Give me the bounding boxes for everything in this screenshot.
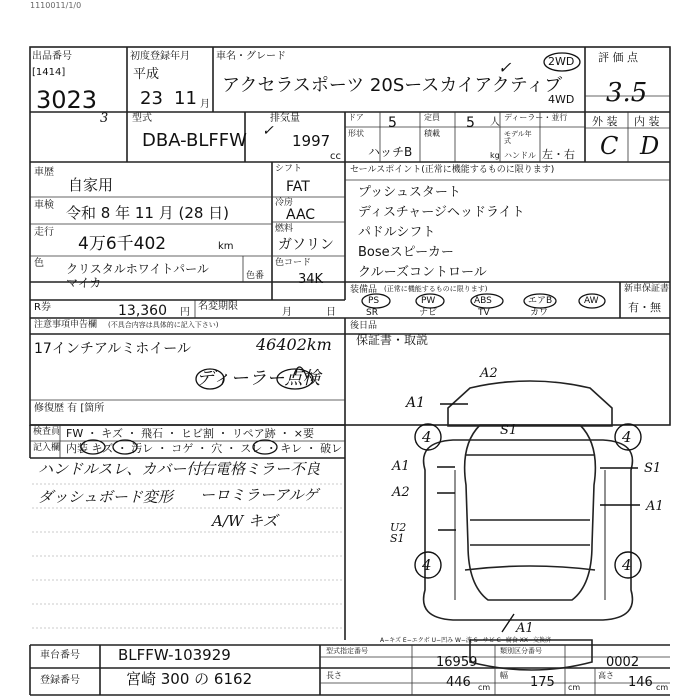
equipment-code-3: ABS xyxy=(474,296,492,306)
equipment-note: (正常に機能するものに限ります) xyxy=(384,285,488,293)
equipment-code-5: AW xyxy=(584,296,599,306)
doors-label: ドア xyxy=(348,113,364,122)
model-tick: ✓ xyxy=(262,123,274,139)
mileage-value: 4万6千402 xyxy=(78,234,167,254)
new-warranty-value: 有・無 xyxy=(628,301,661,314)
attachments-label: 後日品 xyxy=(350,321,378,331)
use-label: 車歴 xyxy=(34,167,54,178)
handle-label: ハンドル xyxy=(504,151,536,160)
mark-a2-left: A2 xyxy=(392,485,410,500)
load-label: 積載 xyxy=(424,129,440,138)
notes-km: 46402km xyxy=(256,335,332,354)
mileage-label: 走行 xyxy=(34,227,54,238)
aircon-label: 冷房 xyxy=(275,198,294,208)
sales-point-2: ディスチャージヘッドライト xyxy=(358,205,525,220)
displacement-value: 1997 xyxy=(292,132,331,150)
load-unit: kg xyxy=(490,151,500,160)
attachments-value: 保証書・取説 xyxy=(356,333,429,347)
mark-u2s1: U2 S1 xyxy=(390,521,407,545)
first-reg-year: 23 xyxy=(140,88,163,109)
mark-a1-left: A1 xyxy=(392,459,410,474)
hand-left-2: ダッシュボード変形 xyxy=(38,488,173,506)
notes-repair: 修復歴 有 [箇所 xyxy=(34,403,105,414)
category-number-label: 類別区分番号 xyxy=(500,647,542,655)
equipment-name-2: ナビ xyxy=(419,308,438,318)
inspection-label: 車検 xyxy=(34,200,54,211)
recycle-value: 13,360 xyxy=(118,303,167,319)
body-type-value: ハッチB xyxy=(368,145,413,159)
mark-s1-front: S1 xyxy=(500,423,518,438)
first-reg-era: 平成 xyxy=(133,67,160,82)
lot-number: 3023 xyxy=(36,86,98,114)
inspector-row-1: FW ・ キズ ・ 飛石 ・ ヒビ割 ・ リペア跡 ・ ×要 xyxy=(66,427,314,440)
tire-rl: 4 xyxy=(422,556,432,574)
mileage-unit: km xyxy=(218,241,234,252)
equipment-code-1: PS xyxy=(368,296,380,306)
hand-right-3: A/W キズ xyxy=(212,512,278,530)
handle-value: 左・右 xyxy=(542,148,575,161)
chassis-label: 車台番号 xyxy=(40,650,80,661)
body-type-label: 形状 xyxy=(348,129,364,138)
lot-mark: 3 xyxy=(100,111,109,126)
new-warranty-label: 新車保証書 xyxy=(624,284,670,294)
chassis-value: BLFFW-103929 xyxy=(118,646,231,664)
grade-label: 評 価 点 xyxy=(598,51,638,64)
grade-ext-label: 外 装 xyxy=(592,115,618,128)
sales-points-title: セールスポイント(正常に機能するものに限ります) xyxy=(350,165,555,175)
height-label: 高さ xyxy=(598,671,614,680)
dealer-label: ディーラー・並行 xyxy=(504,113,568,122)
sales-point-4: Boseスピーカー xyxy=(358,245,454,260)
name-change-day: 日 xyxy=(326,307,336,318)
width-value: 175 xyxy=(530,675,555,690)
hand-left-1: ハンドルスレ、カバー付 xyxy=(38,460,202,478)
tire-fr: 4 xyxy=(622,428,632,446)
equipment-name-1: SR xyxy=(366,308,378,318)
grade-score: 3.5 xyxy=(606,78,648,108)
name-change-month: 月 xyxy=(282,307,292,318)
mark-a2-top: A2 xyxy=(480,366,498,381)
type-number-label: 型式指定番号 xyxy=(326,647,368,655)
lot-code: [1414] xyxy=(32,67,66,78)
equipment-name-3: TV xyxy=(478,308,490,318)
recycle-unit: 円 xyxy=(180,307,190,318)
registration-label: 登録番号 xyxy=(40,675,80,686)
registration-value: 宮崎 300 の 6162 xyxy=(126,670,253,688)
mark-a1-right: A1 xyxy=(646,499,664,514)
inspector-label-2: 記入欄 xyxy=(33,443,61,453)
height-value: 146 xyxy=(628,675,653,690)
first-reg-month-unit: 月 xyxy=(200,99,210,110)
sales-point-3: パドルシフト xyxy=(358,225,436,240)
color-label: 色 xyxy=(34,258,44,269)
displacement-label: 排気量 xyxy=(270,113,300,124)
inspector-label-1: 検査員 xyxy=(33,427,61,437)
mark-s1-right: S1 xyxy=(644,461,662,476)
width-unit: cm xyxy=(568,683,581,692)
doors-value: 5 xyxy=(388,115,397,131)
header-strip: 1110011/1/0 xyxy=(30,1,82,10)
color-line1: クリスタルホワイトパール xyxy=(66,262,209,276)
vehicle-tick: ✓ xyxy=(498,58,512,77)
length-unit: cm xyxy=(478,683,491,692)
length-label: 長さ xyxy=(326,671,342,680)
fuel-label: 燃料 xyxy=(275,224,294,234)
category-number-value: 0002 xyxy=(606,655,640,670)
equipment-name-4: カワ xyxy=(530,308,549,318)
recycle-label: R券 xyxy=(34,302,51,313)
grade-int-label: 内 装 xyxy=(634,115,660,128)
vehicle-label: 車名・グレード xyxy=(216,51,286,62)
color-code-label: 色番 xyxy=(246,271,265,281)
aircon-value: AAC xyxy=(286,207,316,223)
hand-right-1: 右電格ミラー不良 xyxy=(200,460,321,478)
shift-value: FAT xyxy=(286,179,310,195)
height-unit: cm xyxy=(656,683,669,692)
model-value: DBA-BLFFW xyxy=(142,130,247,151)
fuel-value: ガソリン xyxy=(278,237,334,253)
sales-point-5: クルーズコントロール xyxy=(358,265,487,280)
capacity-value: 5 xyxy=(466,115,475,131)
notes-header: 注意事項申告欄 xyxy=(34,320,98,330)
inspection-value: 令和 8 年 11 月 (28 日) xyxy=(66,204,230,222)
equipment-code-2: PW xyxy=(421,296,436,306)
width-label: 幅 xyxy=(500,671,508,680)
vehicle-name: アクセラスポーツ 20Sースカイアクティブ xyxy=(222,75,563,96)
name-change-label: 名変期限 xyxy=(198,301,238,312)
hand-right-2: ーロミラーアルゲ xyxy=(200,486,319,504)
notes-text: 17インチアルミホイール xyxy=(34,341,191,357)
tire-circles xyxy=(415,424,641,578)
sales-point-1: プッシュスタート xyxy=(358,185,461,200)
shift-label: シフト xyxy=(275,164,303,174)
displacement-unit: cc xyxy=(330,151,341,162)
inspector-row-2: 内装 キズ ・ 汚レ ・ コゲ ・ 穴 ・ スレ ・ キレ ・ 破レ xyxy=(66,442,343,455)
grade-int: D xyxy=(640,132,660,160)
damage-legend: A−キズ E−エクボ U−凹み W−波 S−サビ C−腐食 XX−交換済 xyxy=(380,637,551,644)
equipment-code-4: エアB xyxy=(528,296,553,306)
first-reg-month: 11 xyxy=(174,88,197,109)
mark-a1-bottom: A1 xyxy=(516,621,534,636)
tire-rr: 4 xyxy=(622,556,632,574)
color-number-label: 色コード xyxy=(275,258,312,268)
notes-header-note: (不具合内容は具体的に記入下さい) xyxy=(108,321,219,329)
lot-label: 出品番号 xyxy=(32,51,72,62)
grade-ext: C xyxy=(600,132,619,160)
first-reg-label: 初度登録年月 xyxy=(130,51,190,62)
equipment-label: 装備品 xyxy=(350,285,378,295)
type-number-value: 16959 xyxy=(436,655,478,670)
model-label: 型式 xyxy=(132,113,152,124)
color-line2: マイカ xyxy=(66,276,102,290)
mark-a1-top: A1 xyxy=(406,395,426,411)
capacity-label: 定員 xyxy=(424,113,440,122)
tire-fl: 4 xyxy=(422,428,432,446)
model-year-label: モデル年式 xyxy=(504,130,532,145)
capacity-unit: 人 xyxy=(490,117,500,128)
notes-dealer: ディーラー点検 xyxy=(196,368,321,389)
use-value: 自家用 xyxy=(68,176,114,194)
color-code: 34K xyxy=(298,272,324,287)
drive-selected: 2WD xyxy=(548,55,575,68)
length-value: 446 xyxy=(446,675,471,690)
drive-other: 4WD xyxy=(548,93,575,106)
